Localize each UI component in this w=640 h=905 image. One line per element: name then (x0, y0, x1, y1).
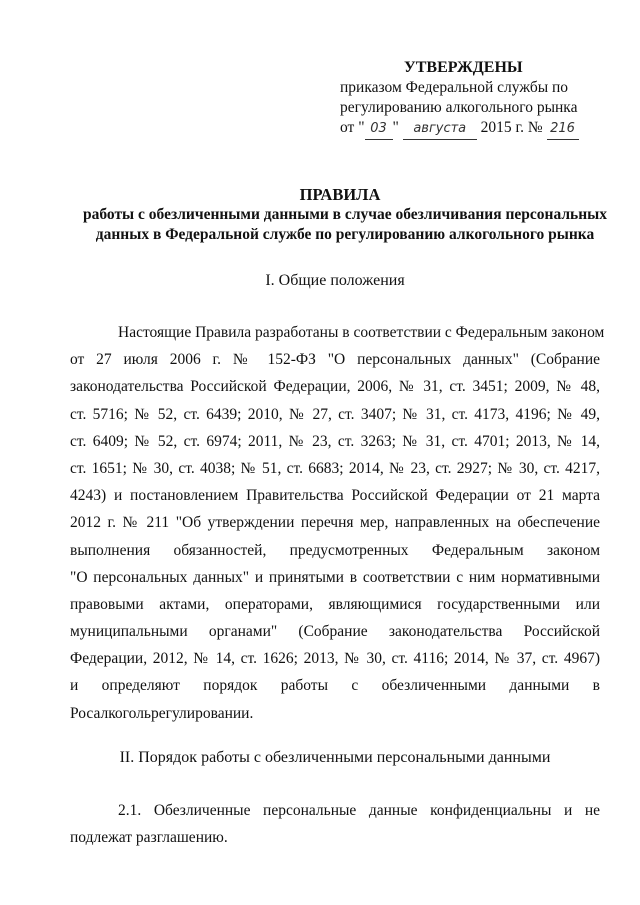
paragraph-line: Федерации, 2012, № 14, ст. 1626; 2013, № 30, ст. 4116; 2014, № 37, ст. 4967) (70, 650, 600, 668)
date-quote: " (392, 119, 399, 136)
paragraph-line: "О персональных данных" и принятыми в соответствии с ним нормативными (70, 568, 600, 586)
section-1-paragraph (70, 319, 605, 727)
paragraph-line: Росалкогольрегулировании. (70, 704, 254, 722)
section-2-heading: II. Порядок работы с обезличенными персональными данными (119, 749, 551, 766)
paragraph-line: ст. 6409; № 52, ст. 6974; 2011, № 23, ст. 3263; № 31, ст. 4701; 2013, № 14, (70, 432, 600, 450)
approval-line-1: приказом Федеральной службы по (340, 79, 569, 96)
approval-block (340, 58, 630, 140)
paragraph-line: ст. 1651; № 30, ст. 4038; № 51, ст. 6683; 2014, № 23, ст. 2927; № 30, ст. 4217, (70, 459, 600, 477)
paragraph-line: 2.1. Обезличенные персональные данные конфиденциальны и не (118, 802, 600, 819)
subtitle-line-2: данных в Федеральной службе по регулированию алкогольного рынка (95, 226, 595, 243)
approval-date-line (340, 118, 630, 140)
paragraph-line: 2012 г. № 211 "Об утверждении перечня мер, направленных на обеспечение (70, 514, 600, 532)
subtitle-line-1: работы с обезличенными данными в случае обезличивания персональных (82, 206, 608, 223)
paragraph-line: подлежат разглашению. (70, 829, 228, 847)
handwritten-order-number: 216 (547, 119, 579, 140)
handwritten-month: августа (403, 119, 477, 140)
document-title: ПРАВИЛА (299, 185, 381, 204)
paragraph-line: муниципальными органами" (Собрание законодательства Российской (70, 623, 600, 641)
paragraph-line: 4243) и постановлением Правительства Российской Федерации от 21 марта (70, 487, 600, 505)
handwritten-day: 03 (365, 119, 393, 140)
document-subtitle (55, 205, 635, 245)
paragraph-line: выполнения обязанностей, предусмотренных Федеральным законом (70, 541, 600, 559)
date-prefix: от " (340, 119, 365, 136)
approval-heading: УТВЕРЖДЕНЫ (404, 59, 523, 76)
year-text: 2015 г. № (480, 119, 543, 136)
paragraph-line: и определяют порядок работы с обезличенными данными в (70, 677, 600, 695)
paragraph-line: законодательства Российской Федерации, 2006, № 31, ст. 3451; 2009, № 48, (70, 378, 600, 396)
paragraph-line: ст. 5716; № 52, ст. 6439; 2010, № 27, ст. 3407; № 31, ст. 4173, 4196; № 49, (70, 405, 600, 423)
paragraph-line: правовыми актами, операторами, являющимися государственными или (70, 595, 600, 613)
paragraph-line: Настоящие Правила разработаны в соответствии с Федеральным законом (118, 324, 605, 341)
section-2-paragraph (70, 797, 600, 851)
section-1-heading: I. Общие положения (265, 272, 405, 289)
paragraph-line: от 27 июля 2006 г. № 152-ФЗ "О персональных данных" (Собрание (70, 351, 600, 369)
approval-line-2: регулированию алкогольного рынка (340, 99, 578, 116)
